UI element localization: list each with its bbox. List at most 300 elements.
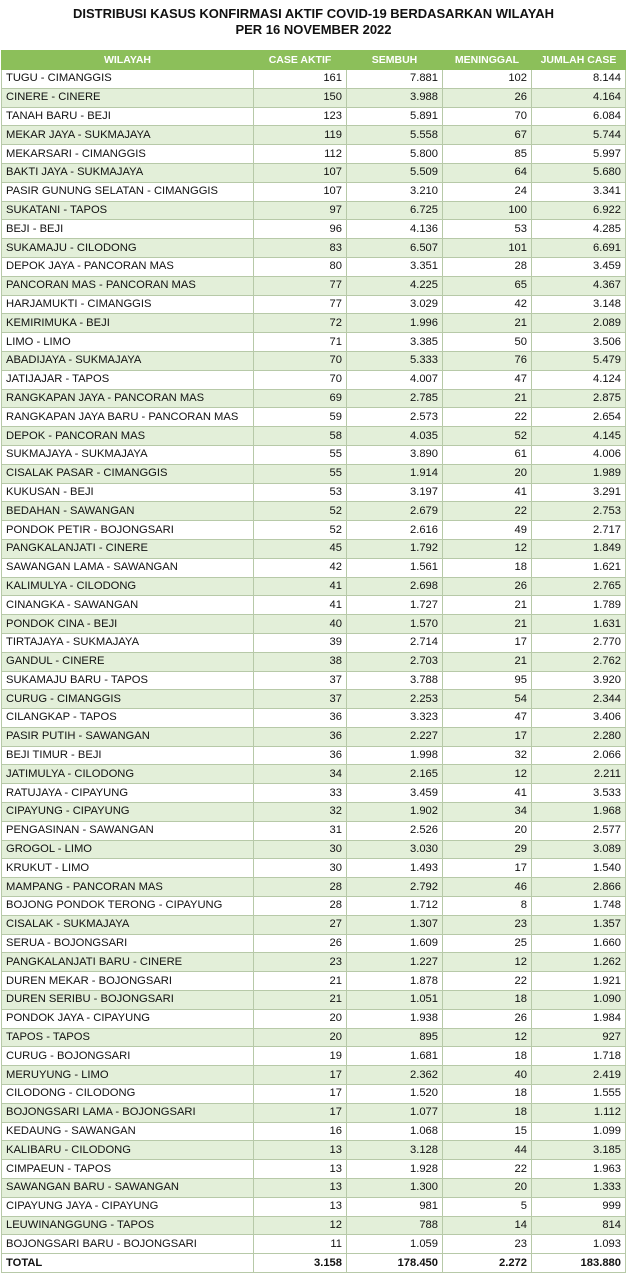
table-row	[2, 1235, 626, 1254]
cell-case-aktif: 39	[254, 633, 347, 652]
cell-jumlah-case: 2.762	[532, 652, 626, 671]
cell-wilayah: PANGKALANJATI BARU - CINERE	[2, 953, 254, 972]
cell-case-aktif: 28	[254, 897, 347, 916]
cell-sembuh: 3.030	[347, 840, 443, 859]
cell-case-aktif: 55	[254, 464, 347, 483]
cell-jumlah-case: 1.262	[532, 953, 626, 972]
table-row	[2, 1160, 626, 1179]
cell-sembuh: 3.029	[347, 295, 443, 314]
cell-meninggal: 34	[443, 803, 532, 822]
cell-wilayah: BOJONGSARI BARU - BOJONGSARI	[2, 1235, 254, 1254]
cell-wilayah: MEKAR JAYA - SUKMAJAYA	[2, 126, 254, 145]
cell-wilayah: DEPOK JAYA - PANCORAN MAS	[2, 257, 254, 276]
table-row	[2, 765, 626, 784]
cell-sembuh: 2.714	[347, 633, 443, 652]
cell-sembuh: 2.785	[347, 389, 443, 408]
cell-case-aktif: 36	[254, 709, 347, 728]
cell-meninggal: 28	[443, 257, 532, 276]
cell-sembuh: 3.385	[347, 333, 443, 352]
cell-jumlah-case: 1.621	[532, 558, 626, 577]
cell-jumlah-case: 2.875	[532, 389, 626, 408]
cell-jumlah-case: 4.164	[532, 88, 626, 107]
cell-case-aktif: 80	[254, 257, 347, 276]
cell-sembuh: 4.035	[347, 427, 443, 446]
cell-jumlah-case: 2.344	[532, 690, 626, 709]
cell-case-aktif: 58	[254, 427, 347, 446]
cell-sembuh: 4.007	[347, 370, 443, 389]
cell-sembuh: 3.890	[347, 445, 443, 464]
cell-wilayah: PANGKALANJATI - CINERE	[2, 539, 254, 558]
cell-meninggal: 49	[443, 521, 532, 540]
table-row	[2, 690, 626, 709]
cell-sembuh: 1.570	[347, 615, 443, 634]
cell-meninggal: 50	[443, 333, 532, 352]
cell-sembuh: 1.051	[347, 991, 443, 1010]
cell-meninggal: 40	[443, 1066, 532, 1085]
table-row	[2, 953, 626, 972]
table-row	[2, 596, 626, 615]
cell-case-aktif: 41	[254, 596, 347, 615]
cell-wilayah: SAWANGAN BARU - SAWANGAN	[2, 1179, 254, 1198]
cell-meninggal: 21	[443, 596, 532, 615]
cell-jumlah-case: 2.654	[532, 408, 626, 427]
cell-wilayah: CURUG - BOJONGSARI	[2, 1047, 254, 1066]
cell-meninggal: 32	[443, 746, 532, 765]
cell-sembuh: 2.362	[347, 1066, 443, 1085]
table-row	[2, 934, 626, 953]
cell-wilayah: TUGU - CIMANGGIS	[2, 70, 254, 89]
cell-case-aktif: 45	[254, 539, 347, 558]
cell-meninggal: 22	[443, 502, 532, 521]
cell-case-aktif: 37	[254, 690, 347, 709]
table-row	[2, 746, 626, 765]
cell-wilayah: BEJI - BEJI	[2, 220, 254, 239]
table-row	[2, 1197, 626, 1216]
cell-wilayah: BOJONGSARI LAMA - BOJONGSARI	[2, 1103, 254, 1122]
cell-meninggal: 18	[443, 991, 532, 1010]
table-row	[2, 295, 626, 314]
table-row	[2, 709, 626, 728]
table-row	[2, 464, 626, 483]
cell-wilayah: TAPOS - TAPOS	[2, 1028, 254, 1047]
cell-meninggal: 61	[443, 445, 532, 464]
cell-sembuh: 981	[347, 1197, 443, 1216]
cell-sembuh: 5.509	[347, 163, 443, 182]
cell-case-aktif: 21	[254, 972, 347, 991]
cell-wilayah: RANGKAPAN JAYA - PANCORAN MAS	[2, 389, 254, 408]
table-row	[2, 427, 626, 446]
cell-sembuh: 1.561	[347, 558, 443, 577]
cell-wilayah: TANAH BARU - BEJI	[2, 107, 254, 126]
cell-meninggal: 21	[443, 615, 532, 634]
cell-meninggal: 18	[443, 558, 532, 577]
cell-case-aktif: 36	[254, 727, 347, 746]
cell-case-aktif: 27	[254, 915, 347, 934]
cell-jumlah-case: 2.280	[532, 727, 626, 746]
cell-case-aktif: 53	[254, 483, 347, 502]
header-meninggal: MENINGGAL	[443, 51, 532, 70]
document-title	[0, 0, 627, 50]
table-row	[2, 88, 626, 107]
cell-case-aktif: 33	[254, 784, 347, 803]
cell-meninggal: 17	[443, 727, 532, 746]
total-sembuh: 178.450	[347, 1254, 443, 1273]
cell-meninggal: 22	[443, 408, 532, 427]
cell-meninggal: 64	[443, 163, 532, 182]
cell-wilayah: BEJI TIMUR - BEJI	[2, 746, 254, 765]
header-sembuh: SEMBUH	[347, 51, 443, 70]
cell-case-aktif: 31	[254, 821, 347, 840]
table-row	[2, 502, 626, 521]
cell-case-aktif: 36	[254, 746, 347, 765]
cell-case-aktif: 112	[254, 145, 347, 164]
cell-meninggal: 53	[443, 220, 532, 239]
cell-sembuh: 1.727	[347, 596, 443, 615]
cell-jumlah-case: 1.921	[532, 972, 626, 991]
table-row	[2, 445, 626, 464]
cell-meninggal: 21	[443, 652, 532, 671]
table-row	[2, 220, 626, 239]
cell-sembuh: 1.493	[347, 859, 443, 878]
table-row	[2, 1028, 626, 1047]
table-row	[2, 671, 626, 690]
cell-jumlah-case: 4.285	[532, 220, 626, 239]
cell-case-aktif: 17	[254, 1085, 347, 1104]
cell-meninggal: 15	[443, 1122, 532, 1141]
cell-case-aktif: 161	[254, 70, 347, 89]
cell-meninggal: 12	[443, 539, 532, 558]
cell-jumlah-case: 2.765	[532, 577, 626, 596]
cell-sembuh: 1.792	[347, 539, 443, 558]
cell-sembuh: 1.227	[347, 953, 443, 972]
cell-wilayah: SUKATANI - TAPOS	[2, 201, 254, 220]
cell-wilayah: LIMO - LIMO	[2, 333, 254, 352]
table-row	[2, 182, 626, 201]
table-row	[2, 859, 626, 878]
cell-jumlah-case: 2.577	[532, 821, 626, 840]
cell-jumlah-case: 4.006	[532, 445, 626, 464]
cell-wilayah: KRUKUT - LIMO	[2, 859, 254, 878]
cell-meninggal: 17	[443, 859, 532, 878]
cell-sembuh: 1.068	[347, 1122, 443, 1141]
cell-meninggal: 102	[443, 70, 532, 89]
cell-meninggal: 67	[443, 126, 532, 145]
cell-sembuh: 2.703	[347, 652, 443, 671]
cell-sembuh: 1.902	[347, 803, 443, 822]
cell-sembuh: 2.165	[347, 765, 443, 784]
cell-wilayah: RATUJAYA - CIPAYUNG	[2, 784, 254, 803]
cell-wilayah: JATIJAJAR - TAPOS	[2, 370, 254, 389]
cell-jumlah-case: 1.849	[532, 539, 626, 558]
cell-wilayah: CILODONG - CILODONG	[2, 1085, 254, 1104]
table-row	[2, 483, 626, 502]
cell-case-aktif: 52	[254, 521, 347, 540]
total-label: TOTAL	[2, 1254, 254, 1273]
cell-case-aktif: 11	[254, 1235, 347, 1254]
table-row	[2, 784, 626, 803]
cell-wilayah: PANCORAN MAS - PANCORAN MAS	[2, 276, 254, 295]
cell-wilayah: DUREN SERIBU - BOJONGSARI	[2, 991, 254, 1010]
cell-sembuh: 3.197	[347, 483, 443, 502]
table-row	[2, 1179, 626, 1198]
cell-jumlah-case: 3.185	[532, 1141, 626, 1160]
cell-meninggal: 101	[443, 239, 532, 258]
cell-jumlah-case: 2.717	[532, 521, 626, 540]
table-row	[2, 314, 626, 333]
cell-meninggal: 12	[443, 953, 532, 972]
cell-jumlah-case: 2.753	[532, 502, 626, 521]
cell-wilayah: KALIBARU - CILODONG	[2, 1141, 254, 1160]
cell-jumlah-case: 8.144	[532, 70, 626, 89]
cell-case-aktif: 17	[254, 1103, 347, 1122]
cell-meninggal: 26	[443, 577, 532, 596]
table-row	[2, 145, 626, 164]
table-row	[2, 840, 626, 859]
cell-sembuh: 1.938	[347, 1009, 443, 1028]
cell-meninggal: 26	[443, 88, 532, 107]
table-row	[2, 239, 626, 258]
cell-case-aktif: 71	[254, 333, 347, 352]
table-row	[2, 163, 626, 182]
cell-jumlah-case: 1.789	[532, 596, 626, 615]
cell-jumlah-case: 927	[532, 1028, 626, 1047]
cell-case-aktif: 12	[254, 1216, 347, 1235]
cell-wilayah: GANDUL - CINERE	[2, 652, 254, 671]
cell-wilayah: PONDOK JAYA - CIPAYUNG	[2, 1009, 254, 1028]
cell-sembuh: 3.210	[347, 182, 443, 201]
cell-wilayah: CISALAK PASAR - CIMANGGIS	[2, 464, 254, 483]
cell-case-aktif: 38	[254, 652, 347, 671]
cell-case-aktif: 107	[254, 182, 347, 201]
cell-sembuh: 895	[347, 1028, 443, 1047]
total-meninggal: 2.272	[443, 1254, 532, 1273]
cell-case-aktif: 72	[254, 314, 347, 333]
cell-sembuh: 2.792	[347, 878, 443, 897]
cell-wilayah: GROGOL - LIMO	[2, 840, 254, 859]
cell-wilayah: CISALAK - SUKMAJAYA	[2, 915, 254, 934]
cell-sembuh: 3.988	[347, 88, 443, 107]
cell-jumlah-case: 1.968	[532, 803, 626, 822]
table-row	[2, 821, 626, 840]
cell-case-aktif: 150	[254, 88, 347, 107]
cell-case-aktif: 21	[254, 991, 347, 1010]
cell-meninggal: 20	[443, 464, 532, 483]
cell-meninggal: 46	[443, 878, 532, 897]
cell-meninggal: 54	[443, 690, 532, 709]
cell-sembuh: 5.800	[347, 145, 443, 164]
cell-sembuh: 2.698	[347, 577, 443, 596]
cell-wilayah: BAKTI JAYA - SUKMAJAYA	[2, 163, 254, 182]
table-row	[2, 878, 626, 897]
cell-jumlah-case: 2.089	[532, 314, 626, 333]
cell-sembuh: 3.351	[347, 257, 443, 276]
cell-sembuh: 1.914	[347, 464, 443, 483]
cell-wilayah: CIMPAEUN - TAPOS	[2, 1160, 254, 1179]
cell-sembuh: 2.253	[347, 690, 443, 709]
cell-meninggal: 70	[443, 107, 532, 126]
cell-case-aktif: 26	[254, 934, 347, 953]
cell-case-aktif: 13	[254, 1141, 347, 1160]
cell-case-aktif: 13	[254, 1197, 347, 1216]
title-line-2: PER 16 NOVEMBER 2022	[235, 22, 392, 37]
cell-case-aktif: 16	[254, 1122, 347, 1141]
cell-sembuh: 7.881	[347, 70, 443, 89]
cell-meninggal: 14	[443, 1216, 532, 1235]
cell-wilayah: CILANGKAP - TAPOS	[2, 709, 254, 728]
cell-jumlah-case: 3.089	[532, 840, 626, 859]
table-row	[2, 521, 626, 540]
cell-jumlah-case: 3.920	[532, 671, 626, 690]
cell-wilayah: CINERE - CINERE	[2, 88, 254, 107]
cell-jumlah-case: 999	[532, 1197, 626, 1216]
cell-meninggal: 23	[443, 915, 532, 934]
cell-wilayah: CURUG - CIMANGGIS	[2, 690, 254, 709]
table-row	[2, 333, 626, 352]
cell-meninggal: 85	[443, 145, 532, 164]
cell-case-aktif: 13	[254, 1160, 347, 1179]
cell-sembuh: 2.526	[347, 821, 443, 840]
cell-case-aktif: 119	[254, 126, 347, 145]
table-row	[2, 615, 626, 634]
cell-jumlah-case: 1.718	[532, 1047, 626, 1066]
cell-case-aktif: 17	[254, 1066, 347, 1085]
cell-case-aktif: 30	[254, 859, 347, 878]
cell-wilayah: MAMPANG - PANCORAN MAS	[2, 878, 254, 897]
cell-sembuh: 1.059	[347, 1235, 443, 1254]
cell-meninggal: 44	[443, 1141, 532, 1160]
total-row	[2, 1254, 626, 1273]
cell-wilayah: DUREN MEKAR - BOJONGSARI	[2, 972, 254, 991]
cell-sembuh: 788	[347, 1216, 443, 1235]
cell-case-aktif: 123	[254, 107, 347, 126]
cell-meninggal: 47	[443, 709, 532, 728]
table-row	[2, 1009, 626, 1028]
cell-sembuh: 5.558	[347, 126, 443, 145]
cell-case-aktif: 19	[254, 1047, 347, 1066]
table-row	[2, 201, 626, 220]
cell-sembuh: 5.891	[347, 107, 443, 126]
table-row	[2, 897, 626, 916]
cell-sembuh: 3.128	[347, 1141, 443, 1160]
cell-jumlah-case: 814	[532, 1216, 626, 1235]
cell-sembuh: 5.333	[347, 351, 443, 370]
header-wilayah: WILAYAH	[2, 51, 254, 70]
table-row	[2, 633, 626, 652]
table-row	[2, 370, 626, 389]
cell-jumlah-case: 6.084	[532, 107, 626, 126]
cell-case-aktif: 97	[254, 201, 347, 220]
covid-distribution-table	[1, 50, 626, 1273]
cell-sembuh: 4.225	[347, 276, 443, 295]
cell-wilayah: KALIMULYA - CILODONG	[2, 577, 254, 596]
table-row	[2, 1103, 626, 1122]
cell-meninggal: 22	[443, 1160, 532, 1179]
table-body	[2, 70, 626, 1254]
cell-wilayah: CINANGKA - SAWANGAN	[2, 596, 254, 615]
table-row	[2, 1085, 626, 1104]
cell-jumlah-case: 5.744	[532, 126, 626, 145]
cell-sembuh: 2.573	[347, 408, 443, 427]
cell-meninggal: 23	[443, 1235, 532, 1254]
table-row	[2, 727, 626, 746]
cell-jumlah-case: 3.459	[532, 257, 626, 276]
cell-meninggal: 41	[443, 483, 532, 502]
cell-sembuh: 1.520	[347, 1085, 443, 1104]
cell-meninggal: 17	[443, 633, 532, 652]
cell-meninggal: 8	[443, 897, 532, 916]
cell-wilayah: PENGASINAN - SAWANGAN	[2, 821, 254, 840]
table-row	[2, 972, 626, 991]
cell-sembuh: 2.679	[347, 502, 443, 521]
cell-meninggal: 24	[443, 182, 532, 201]
cell-case-aktif: 41	[254, 577, 347, 596]
cell-jumlah-case: 3.148	[532, 295, 626, 314]
cell-jumlah-case: 4.367	[532, 276, 626, 295]
cell-case-aktif: 59	[254, 408, 347, 427]
cell-wilayah: CIPAYUNG JAYA - CIPAYUNG	[2, 1197, 254, 1216]
cell-jumlah-case: 1.357	[532, 915, 626, 934]
cell-sembuh: 1.996	[347, 314, 443, 333]
cell-meninggal: 65	[443, 276, 532, 295]
cell-jumlah-case: 3.291	[532, 483, 626, 502]
table-row	[2, 1141, 626, 1160]
cell-sembuh: 1.609	[347, 934, 443, 953]
cell-meninggal: 21	[443, 389, 532, 408]
total-jumlah-case: 183.880	[532, 1254, 626, 1273]
cell-case-aktif: 23	[254, 953, 347, 972]
cell-sembuh: 1.928	[347, 1160, 443, 1179]
table-row	[2, 389, 626, 408]
cell-jumlah-case: 4.124	[532, 370, 626, 389]
cell-sembuh: 1.712	[347, 897, 443, 916]
table-row	[2, 70, 626, 89]
cell-jumlah-case: 1.748	[532, 897, 626, 916]
cell-wilayah: MERUYUNG - LIMO	[2, 1066, 254, 1085]
cell-wilayah: SUKMAJAYA - SUKMAJAYA	[2, 445, 254, 464]
table-row	[2, 126, 626, 145]
cell-wilayah: BOJONG PONDOK TERONG - CIPAYUNG	[2, 897, 254, 916]
cell-wilayah: CIPAYUNG - CIPAYUNG	[2, 803, 254, 822]
table-row	[2, 1122, 626, 1141]
cell-meninggal: 29	[443, 840, 532, 859]
cell-case-aktif: 107	[254, 163, 347, 182]
table-row	[2, 803, 626, 822]
cell-sembuh: 3.788	[347, 671, 443, 690]
cell-wilayah: KEDAUNG - SAWANGAN	[2, 1122, 254, 1141]
cell-case-aktif: 77	[254, 276, 347, 295]
cell-sembuh: 1.300	[347, 1179, 443, 1198]
table-row	[2, 1066, 626, 1085]
cell-case-aktif: 70	[254, 351, 347, 370]
table-row	[2, 408, 626, 427]
cell-case-aktif: 30	[254, 840, 347, 859]
cell-sembuh: 3.323	[347, 709, 443, 728]
cell-case-aktif: 13	[254, 1179, 347, 1198]
cell-jumlah-case: 1.555	[532, 1085, 626, 1104]
table-row	[2, 539, 626, 558]
cell-meninggal: 95	[443, 671, 532, 690]
cell-meninggal: 18	[443, 1103, 532, 1122]
cell-case-aktif: 83	[254, 239, 347, 258]
cell-wilayah: DEPOK - PANCORAN MAS	[2, 427, 254, 446]
cell-sembuh: 2.227	[347, 727, 443, 746]
cell-jumlah-case: 1.540	[532, 859, 626, 878]
cell-case-aktif: 28	[254, 878, 347, 897]
cell-wilayah: RANGKAPAN JAYA BARU - PANCORAN MAS	[2, 408, 254, 427]
cell-sembuh: 3.459	[347, 784, 443, 803]
cell-case-aktif: 37	[254, 671, 347, 690]
cell-jumlah-case: 1.090	[532, 991, 626, 1010]
